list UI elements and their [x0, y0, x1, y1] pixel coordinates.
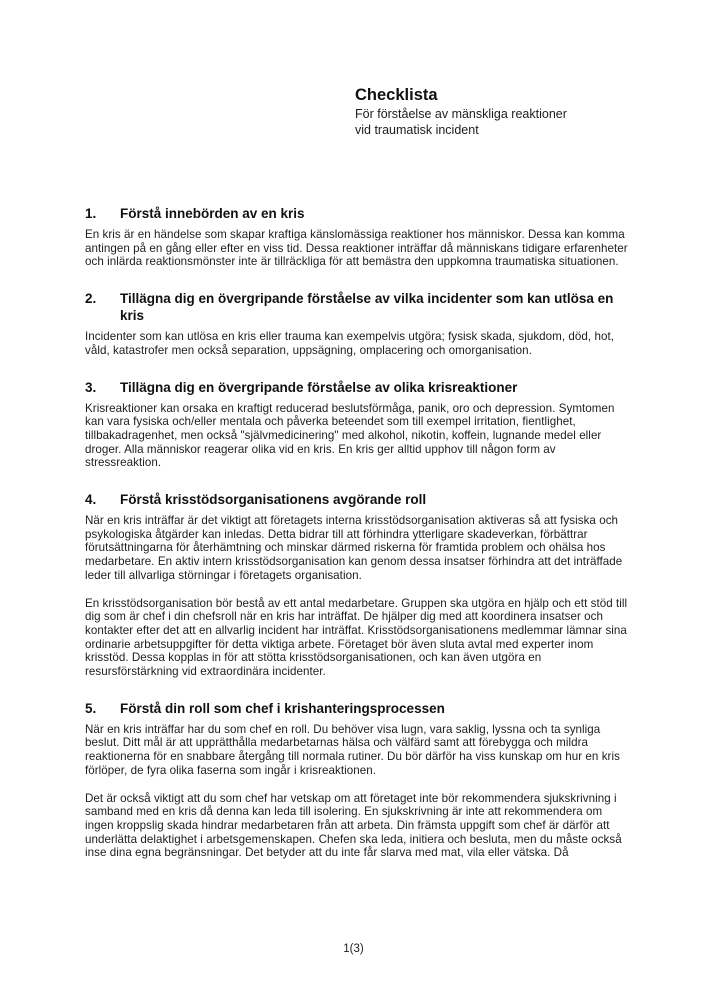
section-4-title: Förstå krisstödsorganisationens avgörande roll — [120, 492, 427, 508]
title-block — [355, 86, 655, 138]
section-2-paragraph: Incidenter som kan utlösa en kris eller trauma kan exempelvis utgöra; fysisk skada, sjukdom, död, hot, våld, katastrofer men också separation, uppsägning, omplacering och omorganisation. — [85, 330, 614, 357]
section-5 — [85, 700, 628, 860]
section-3-paragraph: Krisreaktioner kan orsaka en kraftigt reducerad beslutsförmåga, panik, oro och depression. Symtomen kan vara fysiska och/eller mentala och påverka beteendet som till exempel irritation, fientlighet, tillbakadragenhet, men också "självmedicinering" med alkohol, nikotin, koffein, lugnande medel eller droger. Alla människor reagerar olika vid en kris. En kris ger alltid upphov till någon form av stressreaktion. — [85, 401, 615, 470]
section-2-title: Tillägna dig en övergripande förståelse av vilka incidenter som kan utlösa en kris — [120, 291, 614, 324]
section-3 — [85, 379, 628, 471]
section-3-number: 3. — [85, 379, 97, 395]
document-body — [85, 205, 628, 860]
section-1-heading — [85, 205, 628, 222]
section-1-paragraph: En kris är en händelse som skapar kraftiga känslomässiga reaktioner hos människor. Dessa kan komma antingen på en gång eller efter en viss tid. Dessa reaktioner inträffar då människans tidigare erfarenheter och inlärda reaktionsmönster inte är tillräckliga för att bemästra den uppkomna traumatiska situationen. — [85, 228, 628, 269]
section-3-heading — [85, 379, 628, 396]
section-3-title: Tillägna dig en övergripande förståelse av olika krisreaktioner — [120, 379, 518, 395]
section-4 — [85, 491, 628, 679]
section-4-heading — [85, 491, 628, 508]
page-title: Checklista — [355, 86, 438, 104]
section-5-paragraph-2: Det är också viktigt att du som chef har vetskap om att företaget inte bör rekommendera sjukskrivning i samband med en kris då denna kan leda till isolering. En sjukskrivning är inte att rekommendera om ingen kroppslig skada hindrar medarbetaren från att arbeta. Din främsta uppgift som chef är därför att underlätta delaktighet i arbetsgemenskapen. Chefen ska leda, initiera och besluta, men du måste också inse dina egna begränsningar. Det betyder att du inte får slarva med mat, vila eller vätska. Då — [85, 791, 622, 860]
section-4-number: 4. — [85, 492, 97, 508]
section-4-paragraph-1: När en kris inträffar är det viktigt att företagets interna krisstödsorganisation aktiveras så att fysiska och psykologiska åtgärder kan inledas. Detta bidrar till att förhindra ytterligare skadeverkan, förbättrar förutsättningarna för återhämtning och minskar därmed riskerna för framtida problem och ohälsa hos medarbetare. En aktiv intern krisstödsorganisation kan genom dessa insatser förhindra att det inträffade leder till allvarliga störningar i företagets organisation. — [85, 514, 623, 582]
section-1-title: Förstå innebörden av en kris — [120, 206, 305, 221]
section-5-heading — [85, 700, 628, 717]
section-4-paragraph-2: En krisstödsorganisation bör bestå av ett antal medarbetare. Gruppen ska utgöra en hjälp och ett stöd till dig som är chef i din chefsroll när en kris har inträffat. De hjälper dig med att koordinera insatser och kontakter efter det att en allvarlig incident har inträffat. Krisstödsorganisationens medlemmar lämnar sina ordinarie arbetsuppgifter för detta viktiga arbete. Företaget bör även sluta avtal med experter inom krisstöd. Dessa kopplas in för att stötta krisstödsorganisationen, och kan även utgöra en resursförstärkning vid extraordinära incidenter. — [85, 596, 628, 679]
page-subtitle-line-2: vid traumatisk incident — [355, 122, 479, 137]
section-2 — [85, 290, 628, 357]
section-1 — [85, 205, 628, 269]
page-subtitle-line-1: För förståelse av mänskliga reaktioner — [355, 107, 567, 121]
section-2-heading — [85, 290, 628, 324]
section-2-number: 2. — [85, 291, 97, 307]
section-5-paragraph-1: När en kris inträffar har du som chef en roll. Du behöver visa lugn, vara saklig, lyssna och ta synliga beslut. Ditt mål är att upprätthålla medarbetarnas hälsa och välfärd samt att förebygga och mildra reaktionerna för en snabbare återgång till normala rutiner. Du bör därför ha viss kunskap om hur en kris förlöper, de fyra olika faserna som ingår i krisreaktionen. — [85, 722, 620, 777]
section-5-number: 5. — [85, 700, 97, 716]
section-5-title: Förstå din roll som chef i krishanteringsprocessen — [120, 700, 445, 716]
section-1-number: 1. — [85, 206, 97, 221]
page-number: 1(3) — [343, 943, 364, 955]
